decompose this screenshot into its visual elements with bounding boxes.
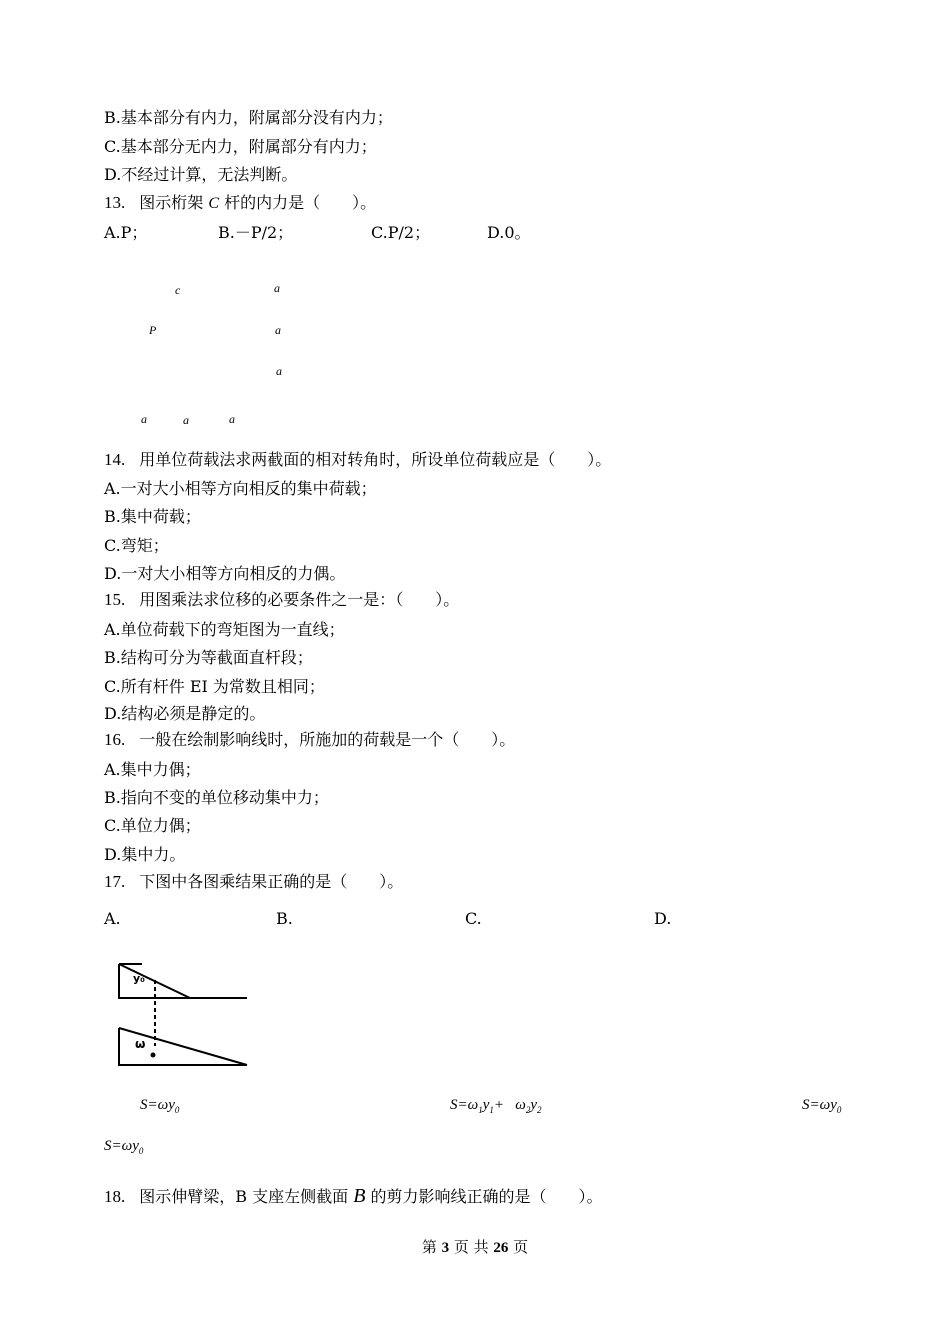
option-line: C.基本部分无内力，附属部分有内力； — [104, 137, 377, 156]
truss-label-a: a — [229, 412, 235, 426]
variable-b: B — [353, 1185, 366, 1207]
question-text: 用单位荷载法求两截面的相对转角时，所设单位荷载应是（ ）。 — [139, 450, 612, 469]
page-footer — [0, 1236, 950, 1257]
option-b: B.－P/2； — [218, 223, 294, 242]
option-b: B.集中荷载； — [104, 507, 201, 526]
total-pages: 26 — [493, 1240, 509, 1256]
option-d: D. — [654, 909, 672, 928]
graph-multiplication-diagram — [112, 958, 252, 1073]
question-14 — [104, 450, 611, 470]
formula-a: $S=\omega y_0$ — [140, 1097, 180, 1115]
truss-label-a: a — [275, 323, 281, 337]
option-a: A.集中力偶； — [104, 760, 201, 779]
question-18 — [104, 1186, 603, 1207]
question-text: 图示伸臂梁，B 支座左侧截面 — [139, 1187, 354, 1206]
truss-label-a: a — [274, 281, 280, 295]
formula-c: $S=\omega y_0$ — [802, 1097, 842, 1115]
page-number: 3 — [441, 1240, 450, 1256]
option-a: A.P； — [104, 223, 148, 242]
option-a: A.一对大小相等方向相反的集中荷载； — [104, 479, 377, 498]
option-d: D.0。 — [487, 223, 531, 242]
question-text-end: 的剪力影响线正确的是（ ）。 — [365, 1187, 603, 1206]
truss-label-p: P — [149, 323, 157, 337]
option-line: D.不经过计算，无法判断。 — [104, 165, 298, 184]
question-text: 图示桁架 — [139, 193, 209, 212]
truss-label-a: a — [183, 413, 189, 427]
option-c: C.P/2； — [371, 223, 431, 242]
question-16 — [104, 730, 515, 750]
variable-c: C — [208, 195, 220, 212]
option-d: D.集中力。 — [104, 845, 186, 864]
option-a: A. — [104, 909, 121, 928]
truss-label-a: a — [276, 364, 282, 378]
formula-d: $S=\omega y_0$ — [104, 1138, 144, 1156]
question-15 — [104, 590, 459, 610]
question-number: 17. — [104, 872, 126, 891]
footer-text: 第 — [421, 1238, 442, 1256]
question-number: 15. — [104, 590, 126, 609]
truss-label-a: a — [141, 412, 147, 426]
option-d: D.结构必须是静定的。 — [104, 704, 266, 723]
option-line: B.基本部分有内力，附属部分没有内力； — [104, 108, 393, 127]
truss-label-c: c — [175, 283, 181, 297]
option-d: D.一对大小相等方向相反的力偶。 — [104, 564, 346, 583]
footer-text: 页 — [508, 1238, 529, 1256]
question-number: 16. — [104, 730, 126, 749]
question-number: 13. — [104, 193, 126, 212]
option-b: B.指向不变的单位移动集中力； — [104, 788, 329, 807]
option-c: C. — [465, 909, 482, 928]
question-text-end: 杆的内力是（ ）。 — [219, 193, 377, 212]
question-13 — [104, 193, 376, 214]
question-text: 一般在绘制影响线时，所施加的荷载是一个（ ）。 — [139, 730, 516, 749]
option-b: B. — [276, 909, 293, 928]
question-number: 14. — [104, 450, 126, 469]
option-c: C.单位力偶； — [104, 816, 201, 835]
y0-label: y₀ — [133, 972, 145, 985]
formula-b: $S=\omega_1y_1+ \omega_2y_2$ — [450, 1097, 542, 1115]
question-text: 下图中各图乘结果正确的是（ ）。 — [139, 872, 404, 891]
question-text: 用图乘法求位移的必要条件之一是：（ ）。 — [139, 590, 460, 609]
footer-text: 页 共 — [449, 1238, 494, 1256]
question-17 — [104, 872, 403, 892]
omega-label: ω — [135, 1037, 146, 1051]
option-c: C.弯矩； — [104, 536, 169, 555]
option-b: B.结构可分为等截面直杆段； — [104, 648, 313, 667]
question-number: 18. — [104, 1187, 126, 1206]
option-a: A.单位荷载下的弯矩图为一直线； — [104, 620, 345, 639]
option-c: C.所有杆件 EI 为常数且相同； — [104, 677, 325, 696]
